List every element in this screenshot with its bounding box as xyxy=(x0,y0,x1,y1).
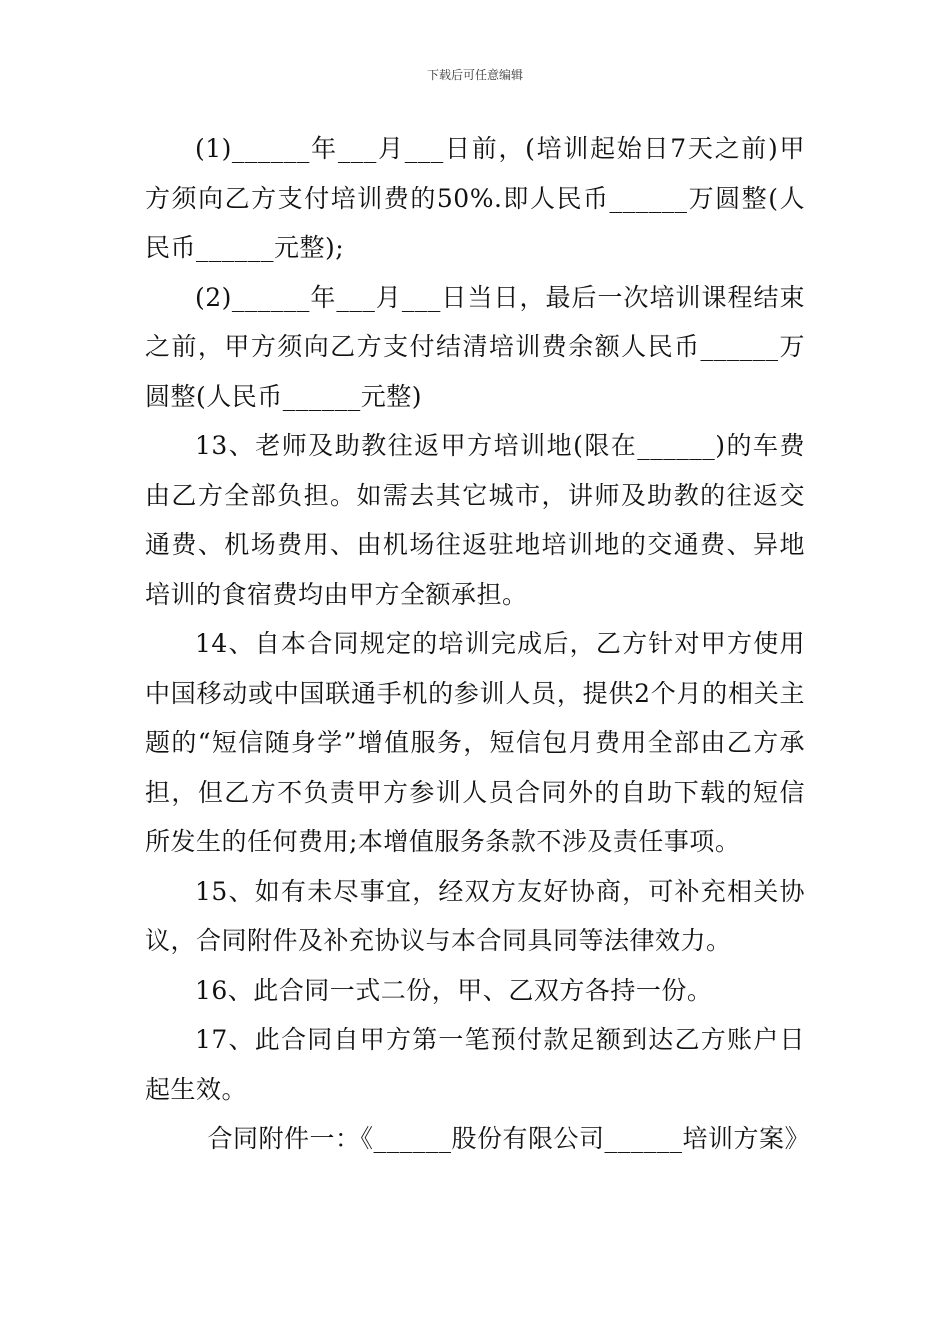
annex-one: 合同附件一：《______股份有限公司______培训方案》 xyxy=(207,1124,811,1153)
clause-17-effective: 17、此合同自甲方第一笔预付款足额到达乙方账户日起生效。 xyxy=(145,1025,805,1104)
clause-14-sms-service: 14、自本合同规定的培训完成后，乙方针对甲方使用中国移动或中国联通手机的参训人员，提供2个月的相关主题的“短信随身学”增值服务，短信包月费用全部由乙方承担，但乙方不负责甲方参训人员合同外的自助下载的短信所发生的任何费用;本增值服务条款不涉及责任事项。 xyxy=(145,629,805,856)
payment-clause-1: (1)______年___月___日前，(培训起始日7天之前)甲方须向乙方支付培训费的50%.即人民币______万圆整(人民币______元整); xyxy=(145,134,805,262)
clause-15-supplementary: 15、如有未尽事宜，经双方友好协商，可补充相关协议，合同附件及补充协议与本合同具同等法律效力。 xyxy=(145,876,805,955)
page-header-note: 下载后可任意编辑 xyxy=(426,68,523,82)
clause-13-travel-expenses: 13、老师及助教往返甲方培训地(限在______)的车费由乙方全部负担。如需去其它城市，讲师及助教的往返交通费、机场费用、由机场往返驻地培训地的交通费、异地培训的食宿费均由甲方全额承担。 xyxy=(145,431,805,609)
document-body xyxy=(145,124,811,1164)
payment-clause-2: (2)______年___月___日当日，最后一次培训课程结束之前，甲方须向乙方支付结清培训费余额人民币______万圆整(人民币______元整) xyxy=(145,282,805,411)
clause-16-copies: 16、此合同一式二份，甲、乙双方各持一份。 xyxy=(195,975,713,1005)
